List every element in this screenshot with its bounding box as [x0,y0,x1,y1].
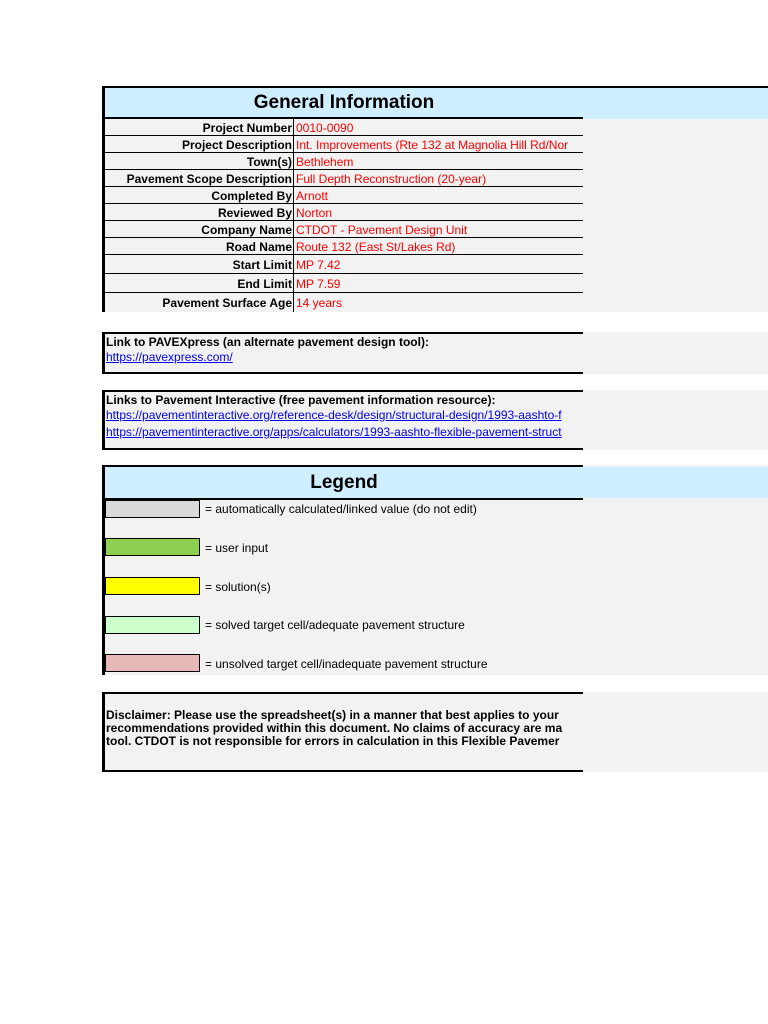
table-row [105,136,768,153]
legend-swatch-solved [105,616,200,634]
towns-value[interactable]: Bethlehem [293,153,580,170]
legend-section [102,465,768,675]
general-information-table [102,119,768,312]
disclaimer-line-1: Disclaimer: Please use the spreadsheet(s) in a manner that best applies to your [106,709,559,722]
table-row [105,204,768,221]
legend-swatch-calculated [105,500,200,518]
pavement-interactive-link-1[interactable]: https://pavementinteractive.org/reference-desk/design/structural-design/1993-aashto-f [106,408,562,422]
table-row [105,238,768,255]
table-row [105,170,768,187]
project-description-value[interactable]: Int. Improvements (Rte 132 at Magnolia Hill Rd/Nor [293,136,580,153]
disclaimer-text [106,709,582,748]
pavexpress-title: Link to PAVEXpress (an alternate pavement design tool): [106,335,429,349]
reviewed-by-value[interactable]: Norton [293,204,580,221]
table-row [105,187,768,204]
start-limit-value[interactable]: MP 7.42 [293,255,580,274]
end-limit-label: End Limit [237,276,292,291]
general-information-header [102,86,768,119]
start-limit-label: Start Limit [232,257,292,272]
pavement-surface-age-label: Pavement Surface Age [162,295,292,310]
company-name-value[interactable]: CTDOT - Pavement Design Unit [293,221,580,238]
end-limit-value[interactable]: MP 7.59 [293,274,580,293]
disclaimer-line-2: recommendations provided within this document. No claims of accuracy are ma [106,721,563,735]
table-row [105,221,768,238]
legend-text-solution: = solution(s) [205,580,271,594]
general-information-section [102,86,768,312]
pavexpress-link[interactable]: https://pavexpress.com/ [106,350,233,364]
towns-label: Town(s) [246,154,292,169]
legend-text-calculated: = automatically calculated/linked value (do not edit) [205,502,477,516]
legend-text-solved: = solved target cell/adequate pavement structure [205,618,465,632]
road-name-label: Road Name [225,239,292,254]
disclaimer-line-3: tool. CTDOT is not responsible for errors in calculation in this Flexible Pavemer [106,734,560,748]
disclaimer-box [102,692,768,772]
legend-swatch-unsolved [105,654,200,672]
legend-text-unsolved: = unsolved target cell/inadequate pavement structure [205,657,488,671]
legend-swatch-solution [105,577,200,595]
pavement-surface-age-value[interactable]: 14 years [293,293,580,312]
reviewed-by-label: Reviewed By [217,205,292,220]
pavement-scope-label: Pavement Scope Description [126,171,292,186]
pavement-scope-value[interactable]: Full Depth Reconstruction (20-year) [293,170,580,187]
completed-by-value[interactable]: Arnott [293,187,580,204]
legend-title: Legend [310,472,378,493]
project-number-value[interactable]: 0010-0090 [293,119,580,136]
table-row [105,293,768,312]
project-description-label: Project Description [181,137,292,152]
project-number-label: Project Number [202,120,292,135]
general-information-title: General Information [253,92,435,113]
completed-by-label: Completed By [211,188,292,203]
pavement-interactive-link-box [102,390,768,450]
table-row [105,255,768,274]
table-row [105,119,768,136]
road-name-value[interactable]: Route 132 (East St/Lakes Rd) [293,238,580,255]
pavexpress-link-box [102,332,768,374]
pavement-interactive-title: Links to Pavement Interactive (free pavement information resource): [106,393,496,407]
legend-swatch-user-input [105,538,200,556]
legend-text-user-input: = user input [205,541,269,555]
table-row [105,153,768,170]
pavement-interactive-link-2[interactable]: https://pavementinteractive.org/apps/calculators/1993-aashto-flexible-pavement-struct [106,425,562,439]
table-row [105,274,768,293]
company-name-label: Company Name [201,222,292,237]
